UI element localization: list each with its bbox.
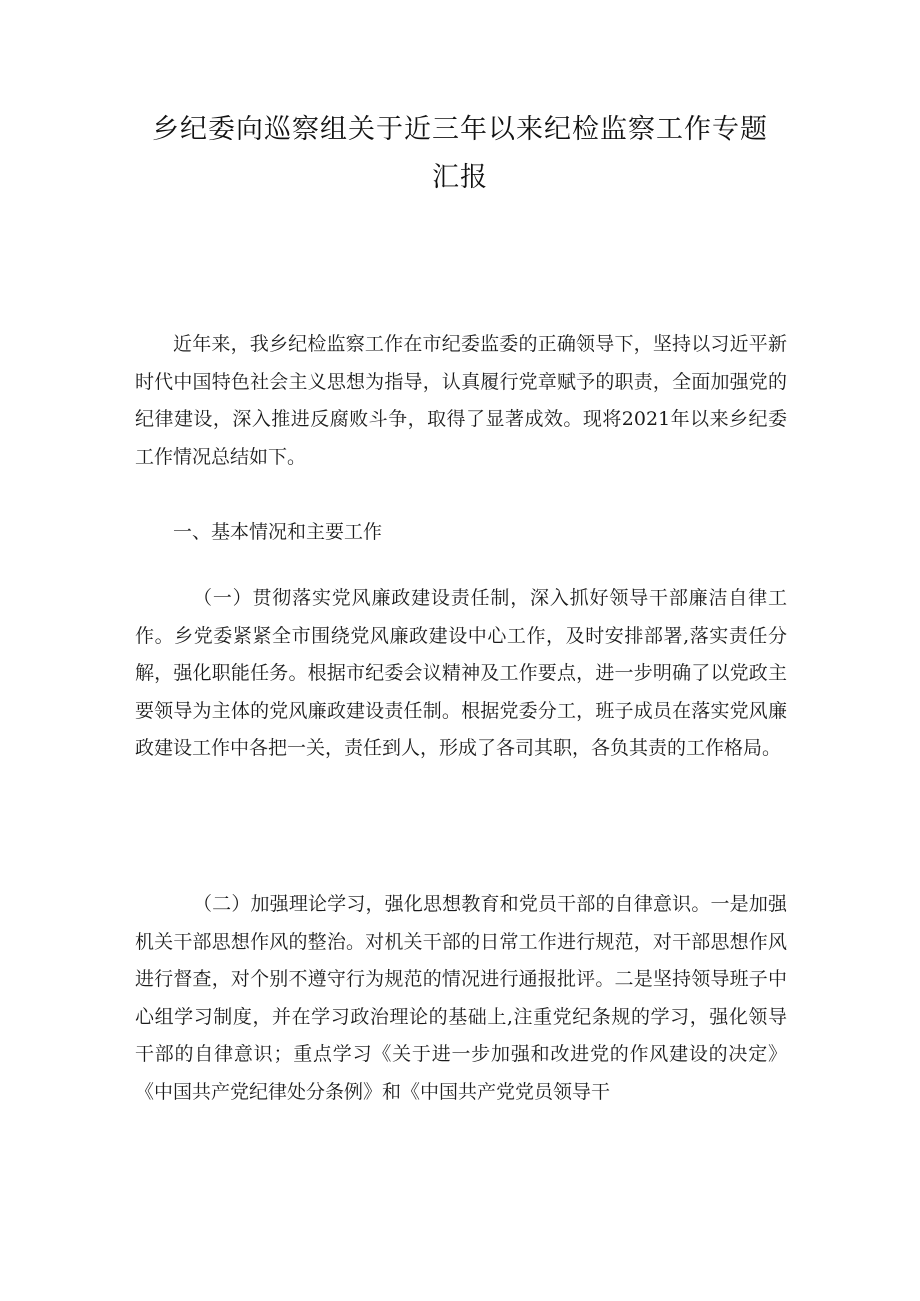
document-title: 乡纪委向巡察组关于近三年以来纪检监察工作专题汇报 <box>152 114 768 193</box>
item-2-paragraph: （二）加强理论学习，强化思想教育和党员干部的自律意识。一是加强机关干部思想作风的整治。对机关干部的日常工作进行规范，对干部思想作风进行督查，对个别不遵守行为规范的情况进行通报批评。二是坚持领导班子中心组学习制度，并在学习政治理论的基础上,注重党纪条规的学习，强化领导干部的自律意识；重点学习《关于进一步加强和改进党的作风建设的决定》《中国共产党纪律处分条例》和《中国共产党党员领导干 <box>135 893 787 1103</box>
section-heading: 一、基本情况和主要工作 <box>173 521 383 543</box>
intro-paragraph: 近年来，我乡纪检监察工作在市纪委监委的正确领导下，坚持以习近平新时代中国特色社会主义思想为指导，认真履行党章赋予的职责，全面加强党的纪律建设，深入推进反腐败斗争，取得了显著成效。现将2021年以来乡纪委工作情况总结如下。 <box>135 333 787 468</box>
item-1-paragraph: （一）贯彻落实党风廉政建设责任制，深入抓好领导干部廉洁自律工作。乡党委紧紧全市围绕党风廉政建设中心工作，及时安排部署,落实责任分解，强化职能任务。根据市纪委会议精神及工作要点，进一步明确了以党政主要领导为主体的党风廉政建设责任制。根据党委分工，班子成员在落实党风廉政建设工作中各把一关，责任到人，形成了各司其职，各负其责的工作格局。 <box>135 587 787 759</box>
